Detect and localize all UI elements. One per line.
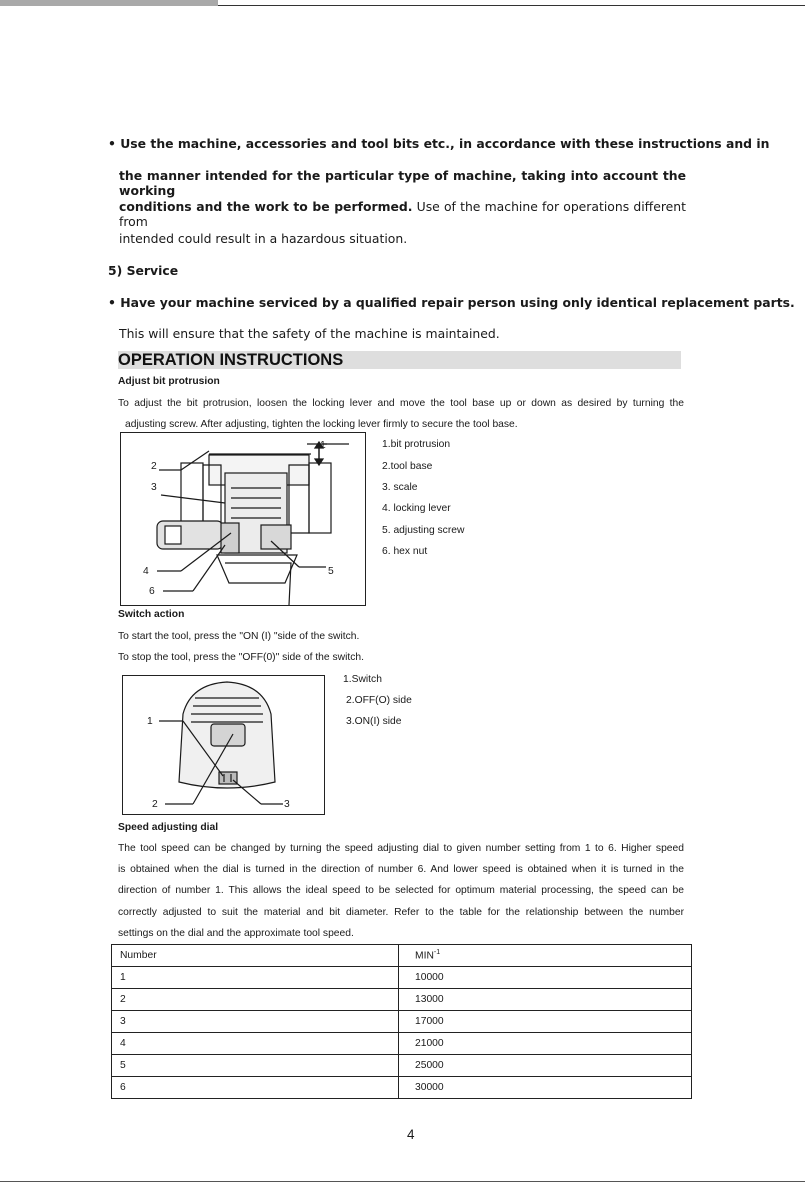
speed-text-line5: settings on the dial and the approximate tool speed. bbox=[118, 928, 354, 939]
table-cell-speed: 10000 bbox=[399, 967, 692, 989]
callout-4: 4 bbox=[143, 566, 149, 577]
header-number: Number bbox=[112, 945, 399, 967]
header-rule bbox=[218, 5, 805, 6]
footer-rule bbox=[0, 1181, 805, 1182]
bit-legend-item-4: 4. locking lever bbox=[382, 503, 451, 514]
callout-6: 6 bbox=[149, 586, 155, 597]
header-min-text: MIN bbox=[415, 950, 434, 962]
speed-text-line1: The tool speed can be changed by turning the speed adjusting dial to given number setting from 1 to 6. Higher speed bbox=[118, 843, 684, 854]
header-min bbox=[399, 945, 692, 967]
table-cell-speed: 30000 bbox=[399, 1077, 692, 1099]
switch-callout-2: 2 bbox=[152, 799, 158, 810]
speed-text-line4: correctly adjusted to suit the material and bit diameter. Refer to the table for the relationship between the number bbox=[118, 907, 684, 918]
table-cell-speed: 17000 bbox=[399, 1011, 692, 1033]
table-cell-speed: 13000 bbox=[399, 989, 692, 1011]
bit-legend-item-2: 2.tool base bbox=[382, 461, 433, 472]
bullet: • bbox=[108, 295, 116, 310]
table-cell-speed: 25000 bbox=[399, 1055, 692, 1077]
safety-p1-bold3: conditions and the work to be performed. bbox=[119, 199, 413, 214]
table-row bbox=[112, 967, 692, 989]
table-cell-number: 1 bbox=[112, 967, 399, 989]
callout-2: 2 bbox=[151, 461, 157, 472]
table-cell-number: 2 bbox=[112, 989, 399, 1011]
safety-p1-line3 bbox=[119, 199, 686, 229]
safety-p2-text1: Have your machine serviced by a qualified repair person using only identical replacement parts. bbox=[120, 295, 795, 310]
switch-legend-item-1: 1.Switch bbox=[343, 674, 382, 685]
header-min-sup: -1 bbox=[433, 949, 441, 957]
callout-3: 3 bbox=[151, 482, 157, 493]
table-cell-number: 3 bbox=[112, 1011, 399, 1033]
table-cell-speed: 21000 bbox=[399, 1033, 692, 1055]
switch-figure bbox=[122, 675, 325, 815]
switch-heading: Switch action bbox=[118, 609, 185, 620]
speed-table bbox=[111, 944, 692, 1099]
safety-p1-text1: Use the machine, accessories and tool bits etc., in accordance with these instructions and in bbox=[120, 136, 770, 151]
speed-heading: Speed adjusting dial bbox=[118, 822, 219, 833]
bit-text-line1: To adjust the bit protrusion, loosen the locking lever and move the tool base up or down as desired by turning the bbox=[118, 398, 684, 409]
table-cell-number: 4 bbox=[112, 1033, 399, 1055]
table-row bbox=[112, 989, 692, 1011]
safety-p1-line2: the manner intended for the particular type of machine, taking into account the working bbox=[119, 168, 686, 198]
safety-p2-line2: This will ensure that the safety of the machine is maintained. bbox=[119, 326, 500, 341]
switch-legend-item-3: 3.ON(I) side bbox=[346, 716, 402, 727]
safety-p1-line1 bbox=[108, 136, 769, 151]
bit-legend-item-5: 5. adjusting screw bbox=[382, 525, 465, 536]
switch-text-line2: To stop the tool, press the "OFF(0)" side of the switch. bbox=[118, 652, 364, 663]
table-row bbox=[112, 1077, 692, 1099]
bit-heading: Adjust bit protrusion bbox=[118, 376, 220, 387]
table-row bbox=[112, 1055, 692, 1077]
header-bar bbox=[0, 0, 218, 6]
bit-text-line2: adjusting screw. After adjusting, tighten the locking lever firmly to secure the tool base. bbox=[125, 419, 518, 430]
switch-illustration bbox=[123, 676, 324, 814]
speed-text-line2: is obtained when the dial is turned in the direction of number 6. And lower speed is obtained when it is turned in the bbox=[118, 864, 684, 875]
switch-text-line1: To start the tool, press the "ON (I) "side of the switch. bbox=[118, 631, 360, 642]
safety-p1-line4: intended could result in a hazardous situation. bbox=[119, 231, 408, 246]
page-number: 4 bbox=[407, 1127, 415, 1142]
table-row bbox=[112, 1011, 692, 1033]
service-heading: 5) Service bbox=[108, 263, 179, 278]
switch-legend-item-2: 2.OFF(O) side bbox=[346, 695, 412, 706]
callout-5: 5 bbox=[328, 566, 334, 577]
bit-legend-item-1: 1.bit protrusion bbox=[382, 439, 451, 450]
bit-legend-item-3: 3. scale bbox=[382, 482, 418, 493]
callout-1: 1 bbox=[320, 440, 326, 451]
switch-callout-3: 3 bbox=[284, 799, 290, 810]
bit-legend-item-6: 6. hex nut bbox=[382, 546, 428, 557]
bit-protrusion-figure bbox=[120, 432, 366, 606]
safety-p2-line1 bbox=[108, 295, 795, 310]
table-row bbox=[112, 1033, 692, 1055]
operation-instructions-title: OPERATION INSTRUCTIONS bbox=[118, 351, 681, 369]
router-base-illustration bbox=[121, 433, 365, 605]
table-header-row bbox=[112, 945, 692, 967]
speed-text-line3: direction of number 1. This allows the ideal speed to be selected for optimum material processing, the speed can be bbox=[118, 885, 684, 896]
table-cell-number: 5 bbox=[112, 1055, 399, 1077]
switch-callout-1: 1 bbox=[147, 716, 153, 727]
table-cell-number: 6 bbox=[112, 1077, 399, 1099]
bullet: • bbox=[108, 136, 116, 151]
safety-p1-rest3: Use of the machine for operations different from bbox=[119, 199, 686, 229]
